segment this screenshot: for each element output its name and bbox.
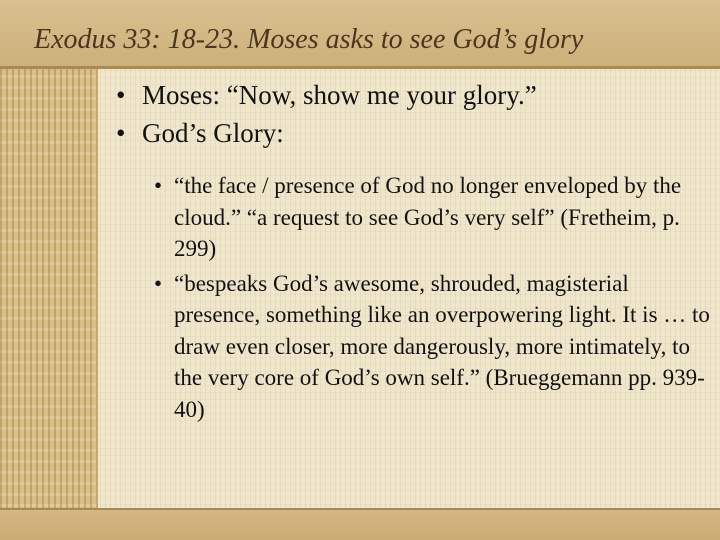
decorative-wood-strip — [0, 69, 98, 540]
bullet-gods-glory — [114, 116, 710, 150]
bullet-icon: • — [154, 270, 163, 296]
sub-bullet-list — [154, 170, 710, 425]
bullet-text: God’s Glory: — [142, 118, 284, 148]
sub-bullet-text: “the face / presence of God no longer enveloped by the cloud.” “a request to see God’s very self” (Fretheim, p. 299) — [174, 173, 682, 261]
sub-bullet-brueggemann — [154, 268, 710, 426]
sub-bullet-fretheim — [154, 170, 710, 265]
bullet-icon: • — [116, 118, 126, 148]
bullet-icon: • — [154, 173, 163, 198]
sub-bullet-text: “bespeaks God’s awesome, shrouded, magisterial presence, something like an overpowering light. It is … to draw even closer, more dangerously, more intimately, to the very core of God’s own self.” (Brueggemann pp. 939-40) — [174, 270, 710, 422]
title-band — [0, 0, 720, 69]
bullet-text: Moses: “Now, show me your glory.” — [142, 80, 537, 110]
bottom-band — [0, 508, 720, 540]
slide-body — [114, 78, 710, 428]
slide-title: Exodus 33: 18-23. Moses asks to see God’s glory — [34, 24, 584, 55]
bullet-moses-quote — [114, 78, 710, 112]
bullet-icon: • — [116, 80, 126, 110]
